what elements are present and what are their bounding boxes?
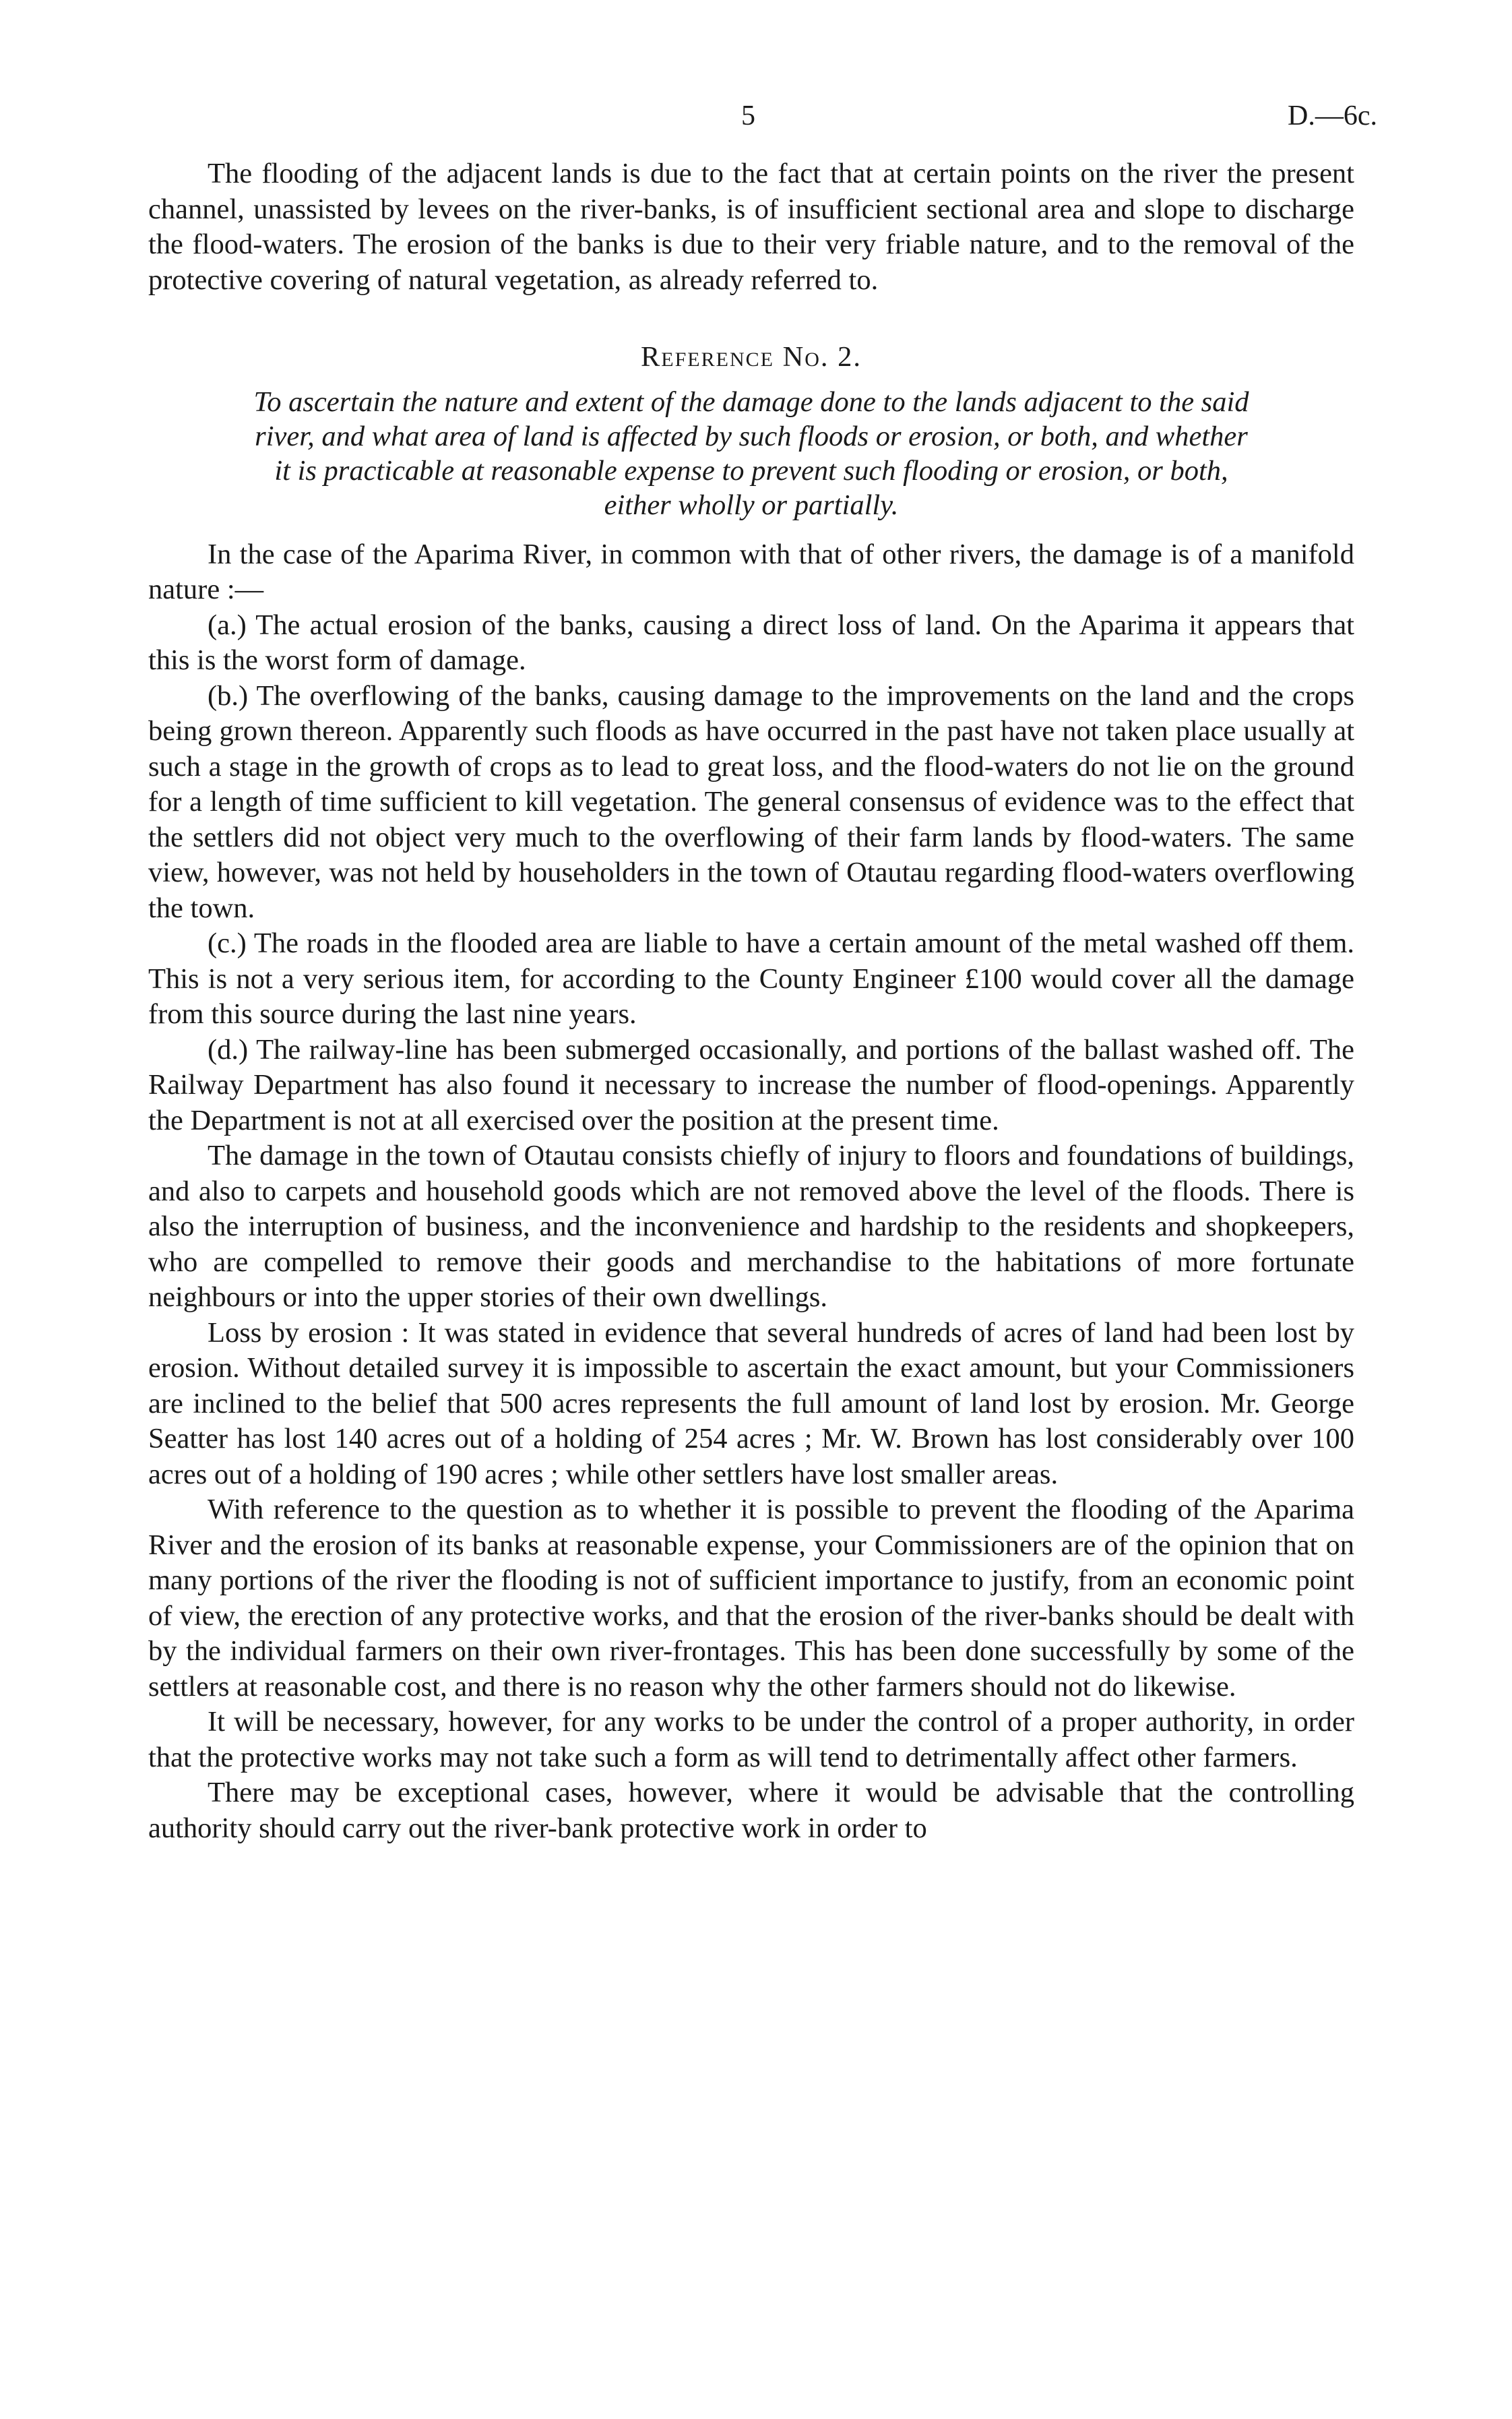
- paragraph-control-authority: It will be necessary, however, for any works to be under the control of a proper authority, in order that the protective works may not take such a form as will tend to detrimentally affect other farmers.: [148, 1706, 1354, 1773]
- page-number: 5: [741, 100, 755, 131]
- paragraph-item-a: (a.) The actual erosion of the banks, causing a direct loss of land. On the Aparima it appears that this is the worst form of damage.: [148, 609, 1354, 676]
- page-header: [0, 100, 1512, 140]
- reference-title: Reference No. 2.: [640, 341, 862, 373]
- paragraph-item-d: (d.) The railway-line has been submerged occasionally, and portions of the ballast washed off. The Railway Department has also found it necessary to increase the number of flood-openings. Apparently the Department is not at all exercised over the position at the present time.: [148, 1033, 1354, 1136]
- paragraph-prevention: With reference to the question as to whether it is possible to prevent the flooding of the Aparima River and the erosion of its banks at reasonable expense, your Commissioners are of the opinion that on many portions of the river the flooding is not of sufficient importance to justify, from an economic point of view, the erection of any protective works, and that the erosion of the river-banks should be dealt with by the individual farmers on their own river-frontages. This has been done successfully by some of the settlers at reasonable cost, and there is no reason why the other farmers should not do likewise.: [148, 1494, 1354, 1703]
- paragraph-item-c: (c.) The roads in the flooded area are liable to have a certain amount of the metal washed off them. This is not a very serious item, for according to the County Engineer £100 would cover all the damage from this source during the last nine years.: [148, 927, 1354, 1030]
- page-body: [148, 156, 1354, 1846]
- paragraph-loss-by-erosion: Loss by erosion : It was stated in evidence that several hundreds of acres of land had been lost by erosion. Without detailed survey it is impossible to ascertain the exact amount, but your Commissioners are inclined to the belief that 500 acres represents the full amount of land lost by erosion. Mr. George Seatter has lost 140 acres out of a holding of 254 acres ; Mr. W. Brown has lost considerably over 100 acres out of a holding of 190 acres ; while other settlers have lost smaller areas.: [148, 1316, 1354, 1490]
- reference-terms: To ascertain the nature and extent of the damage done to the lands adjacent to the said river, and what area of land is affected by such floods or erosion, or both, and whether it is practicable at reasonable expense to prevent such flooding or erosion, or both, either wholly or partially.: [253, 386, 1249, 521]
- intro-paragraph: The flooding of the adjacent lands is due to the fact that at certain points on the river the present channel, unassisted by levees on the river-banks, is of insufficient sectional area and slope to discharge the flood-waters. The erosion of the banks is due to their very friable nature, and to the removal of the protective covering of natural vegetation, as already referred to.: [148, 158, 1354, 296]
- paragraph-item-b: (b.) The overflowing of the banks, causing damage to the improvements on the land and the crops being grown thereon. Apparently such floods as have occurred in the past have not taken place usually at such a stage in the growth of crops as to lead to great loss, and the flood-waters do not lie on the ground for a length of time sufficient to kill vegetation. The general consensus of evidence was to the effect that the settlers did not object very much to the overflowing of their farm lands by flood-waters. The same view, however, was not held by householders in the town of Otautau regarding flood-waters overflowing the town.: [148, 679, 1354, 924]
- paragraph-otautau-damage: The damage in the town of Otautau consists chiefly of injury to floors and foundations of buildings, and also to carpets and household goods which are not removed above the level of the floods. There is also the interruption of business, and the inconvenience and hardship to the residents and shopkeepers, who are compelled to remove their goods and merchandise to the habitations of more fortunate neighbours or into the upper stories of their own dwellings.: [148, 1140, 1354, 1313]
- reference-heading: [148, 340, 1354, 375]
- document-reference: D.—6c.: [1288, 100, 1377, 131]
- paragraph-exceptional-cases: There may be exceptional cases, however, where it would be advisable that the controlling authority should carry out the river-bank protective work in order to: [148, 1777, 1354, 1844]
- paragraph-manifold-nature: In the case of the Aparima River, in common with that of other rivers, the damage is of a manifold nature :—: [148, 538, 1354, 605]
